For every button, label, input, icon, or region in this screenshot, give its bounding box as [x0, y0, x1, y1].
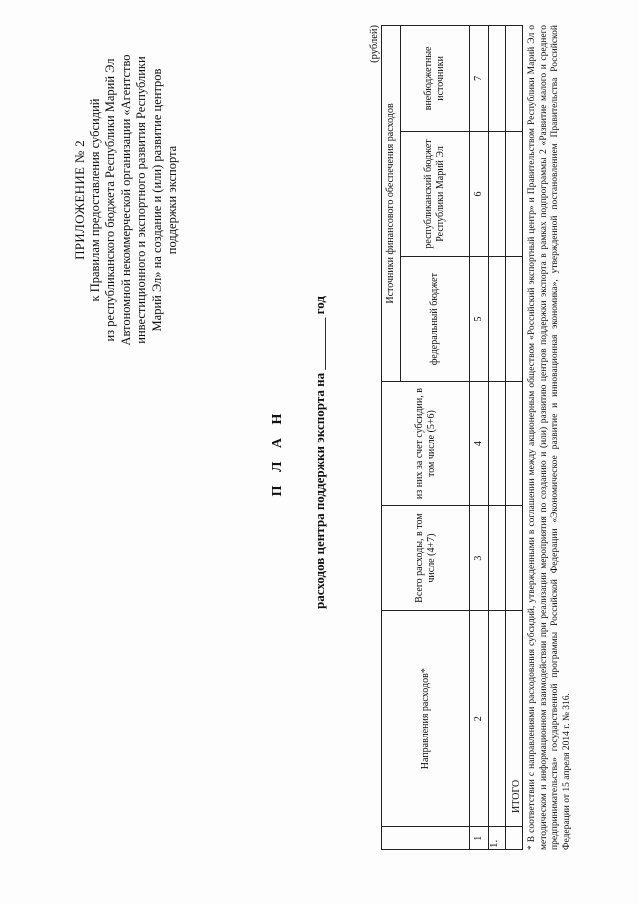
appendix-line: Автономной некоммерческой организации «Агентство: [118, 54, 133, 346]
header-number: [382, 827, 470, 850]
expense-plan-table: [381, 25, 523, 850]
header-sources-group: Источники финансового обеспечения расходов: [382, 26, 401, 382]
header-federal: федеральный бюджет: [401, 257, 470, 382]
column-number: 6: [470, 131, 489, 256]
header-republican: республиканский бюджет Республики Марий Эл: [401, 131, 470, 256]
appendix-block: [72, 20, 181, 380]
table-cell: [489, 257, 506, 382]
appendix-line: к Правилам предоставления субсидий: [87, 98, 102, 302]
column-number: 7: [470, 26, 489, 132]
table-cell: [489, 610, 506, 826]
table-cell: [489, 131, 506, 256]
column-number: 2: [470, 610, 489, 826]
header-direction: Направления расходов*: [382, 610, 470, 826]
table-cell: [506, 131, 523, 256]
column-number: 1: [470, 827, 489, 850]
plan-title: П Л А Н: [270, 408, 285, 497]
appendix-line: Марий Эл» на создание и (или) развитие центров: [149, 68, 164, 332]
row-number-label: 1.: [488, 839, 500, 848]
header-subsidy: из них за счет субсидии, в том числе (5+6): [382, 381, 470, 505]
column-number: 5: [470, 257, 489, 382]
table-cell: [506, 26, 523, 132]
units-label: (рублей): [369, 25, 380, 63]
table-row: [506, 26, 523, 850]
table-cell: [489, 26, 506, 132]
plan-subtitle: расходов центра поддержки экспорта на ________ год: [312, 296, 327, 609]
appendix-line: инвестиционного и экспортного развития Республики: [134, 56, 148, 344]
total-label: ИТОГО: [511, 779, 522, 813]
column-number: 3: [470, 506, 489, 611]
appendix-line: из республиканского бюджета Республики Марий Эл: [103, 58, 117, 342]
table-cell: [489, 381, 506, 505]
table-cell: [506, 257, 523, 382]
table-cell: [506, 506, 523, 611]
header-total: Всего расходы, в том числе (4+7): [382, 506, 470, 611]
appendix-line: поддержки экспорта: [165, 145, 179, 255]
column-number: 4: [470, 381, 489, 505]
table-cell: [489, 506, 506, 611]
table-cell: [506, 827, 523, 850]
header-external: внебюджетные источники: [401, 26, 470, 132]
footnote: * В соответствии с направлениями расходования субсидий, утвержденными в соглашении между акционерным обществом «Российский экспортный центр» и Правительством Республики Марий Эл о методическом и информационном взаимодействии при реализации мероприятия по созданию и (или) развитию центров поддержки экспорта в рамках подпрограммы 2 «Развитие малого и среднего предпринимательства» государственной программы Российской Федерации «Экономическое развитие и инновационная экономика», утвержденной постановлением Правительства Российской Федерации от 15 апреля 2014 г. № 316.: [527, 25, 572, 850]
table-cell: [506, 381, 523, 505]
appendix-heading: ПРИЛОЖЕНИЕ № 2: [72, 140, 87, 260]
table-row: [489, 26, 506, 850]
